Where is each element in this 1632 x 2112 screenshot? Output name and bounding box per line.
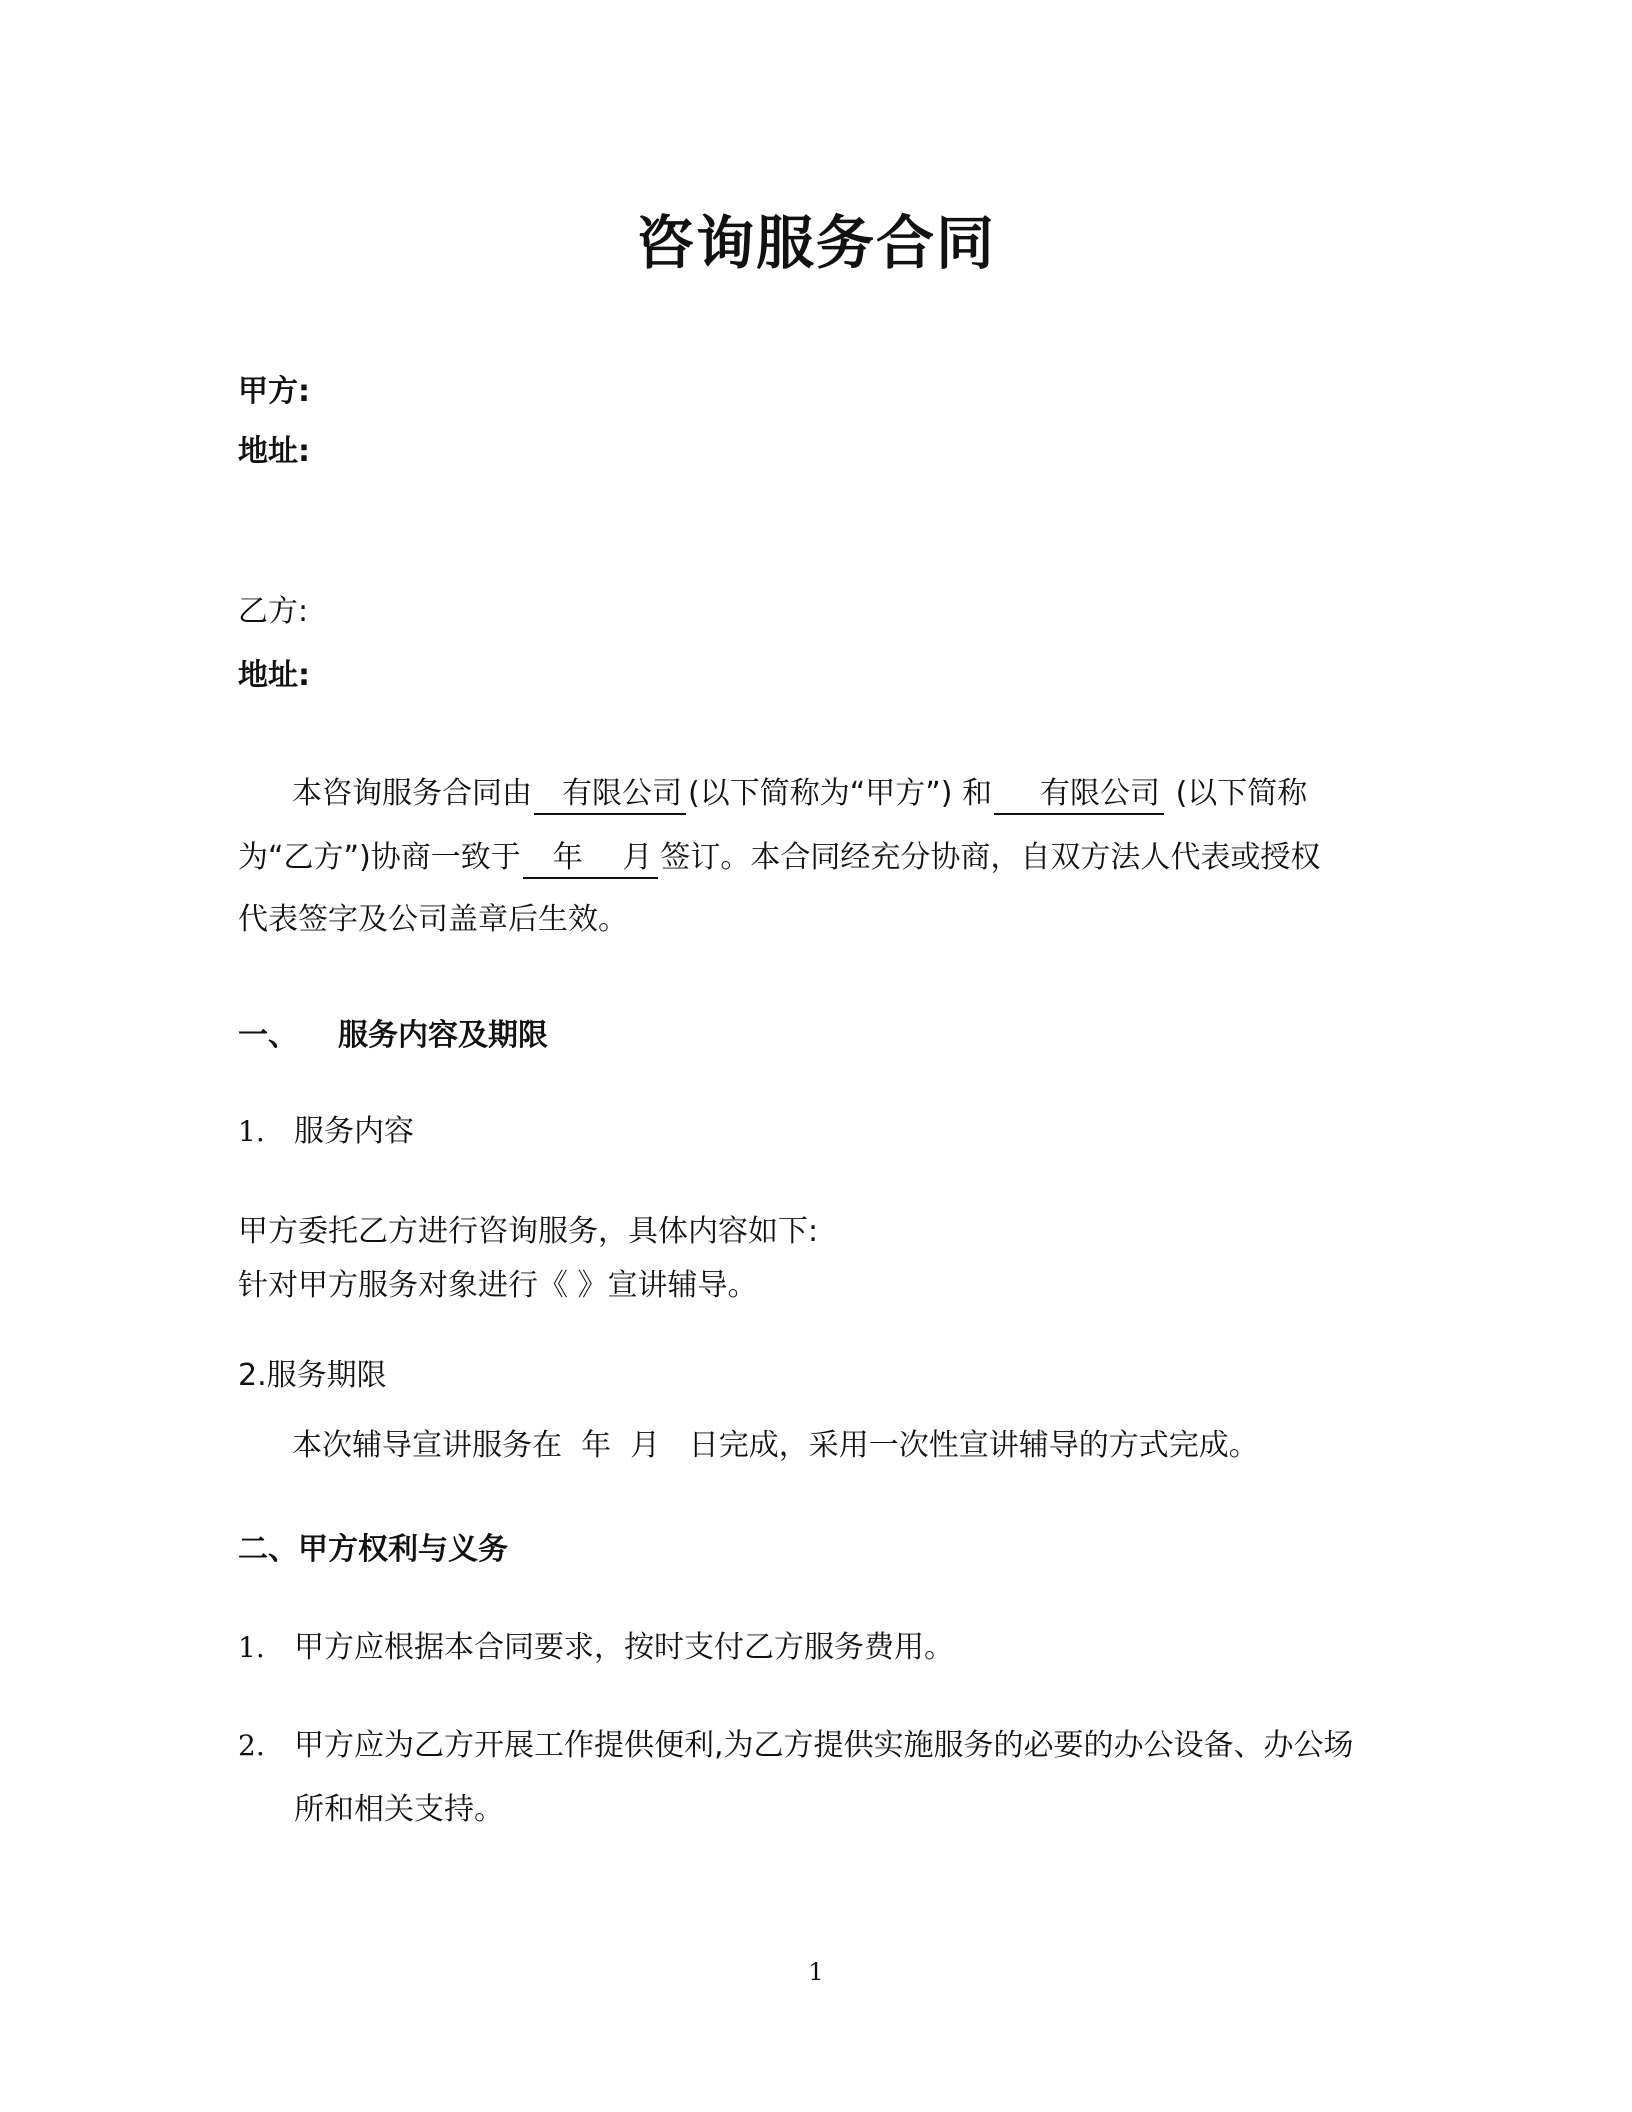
party-b-address-label: 地址: <box>238 658 310 693</box>
section-2-item-2 <box>238 1726 1354 1766</box>
section-1-item-1 <box>238 1112 414 1152</box>
service-content-line-2: 针对甲方服务对象进行《 》宣讲辅导。 <box>238 1268 758 1303</box>
service-term-line: 本次辅导宣讲服务在 年 月 日完成，采用一次性宣讲辅导的方式完成。 <box>292 1428 1259 1463</box>
section-2-item-1 <box>238 1628 954 1668</box>
section-2-item-2-continued: 所和相关支持。 <box>294 1792 504 1827</box>
item-label: 服务内容 <box>294 1114 414 1149</box>
party-a-address-label: 地址: <box>238 434 310 469</box>
page-number: 1 <box>808 1958 824 1986</box>
date-blank: 年 月 <box>523 841 659 879</box>
service-content-line-1: 甲方委托乙方进行咨询服务，具体内容如下: <box>238 1214 819 1249</box>
item-number: 1. <box>238 1115 265 1148</box>
item-number: 2. <box>238 1729 265 1762</box>
section-1-item-2: 2.服务期限 <box>238 1358 387 1393</box>
item-text: 甲方应为乙方开展工作提供便利,为乙方提供实施服务的必要的办公设备、办公场 <box>294 1728 1354 1763</box>
section-1-heading <box>238 1016 548 1056</box>
intro-text: (以下简称为“甲方”) 和 <box>688 776 993 811</box>
intro-line-2 <box>238 838 1320 879</box>
section-2-heading: 二、甲方权利与义务 <box>238 1532 508 1567</box>
party-a-company-blank: 有限公司 <box>534 777 686 815</box>
section-1-number: 一、 <box>238 1018 298 1053</box>
party-b-label: 乙方: <box>238 594 309 629</box>
intro-text: 签订。本合同经充分协商，自双方法人代表或授权 <box>660 840 1321 875</box>
section-1-title: 服务内容及期限 <box>338 1018 548 1053</box>
item-number: 1. <box>238 1631 265 1664</box>
document-title: 咨询服务合同 <box>635 209 996 277</box>
intro-line-3: 代表签字及公司盖章后生效。 <box>238 902 628 937</box>
party-a-label: 甲方: <box>238 374 310 409</box>
intro-line-1 <box>292 774 1307 815</box>
item-text: 甲方应根据本合同要求，按时支付乙方服务费用。 <box>294 1630 954 1665</box>
intro-text: (以下简称 <box>1175 776 1308 811</box>
intro-text: 为“乙方”)协商一致于 <box>238 840 521 875</box>
intro-text: 本咨询服务合同由 <box>292 776 532 811</box>
party-b-company-blank: 有限公司 <box>994 777 1164 815</box>
